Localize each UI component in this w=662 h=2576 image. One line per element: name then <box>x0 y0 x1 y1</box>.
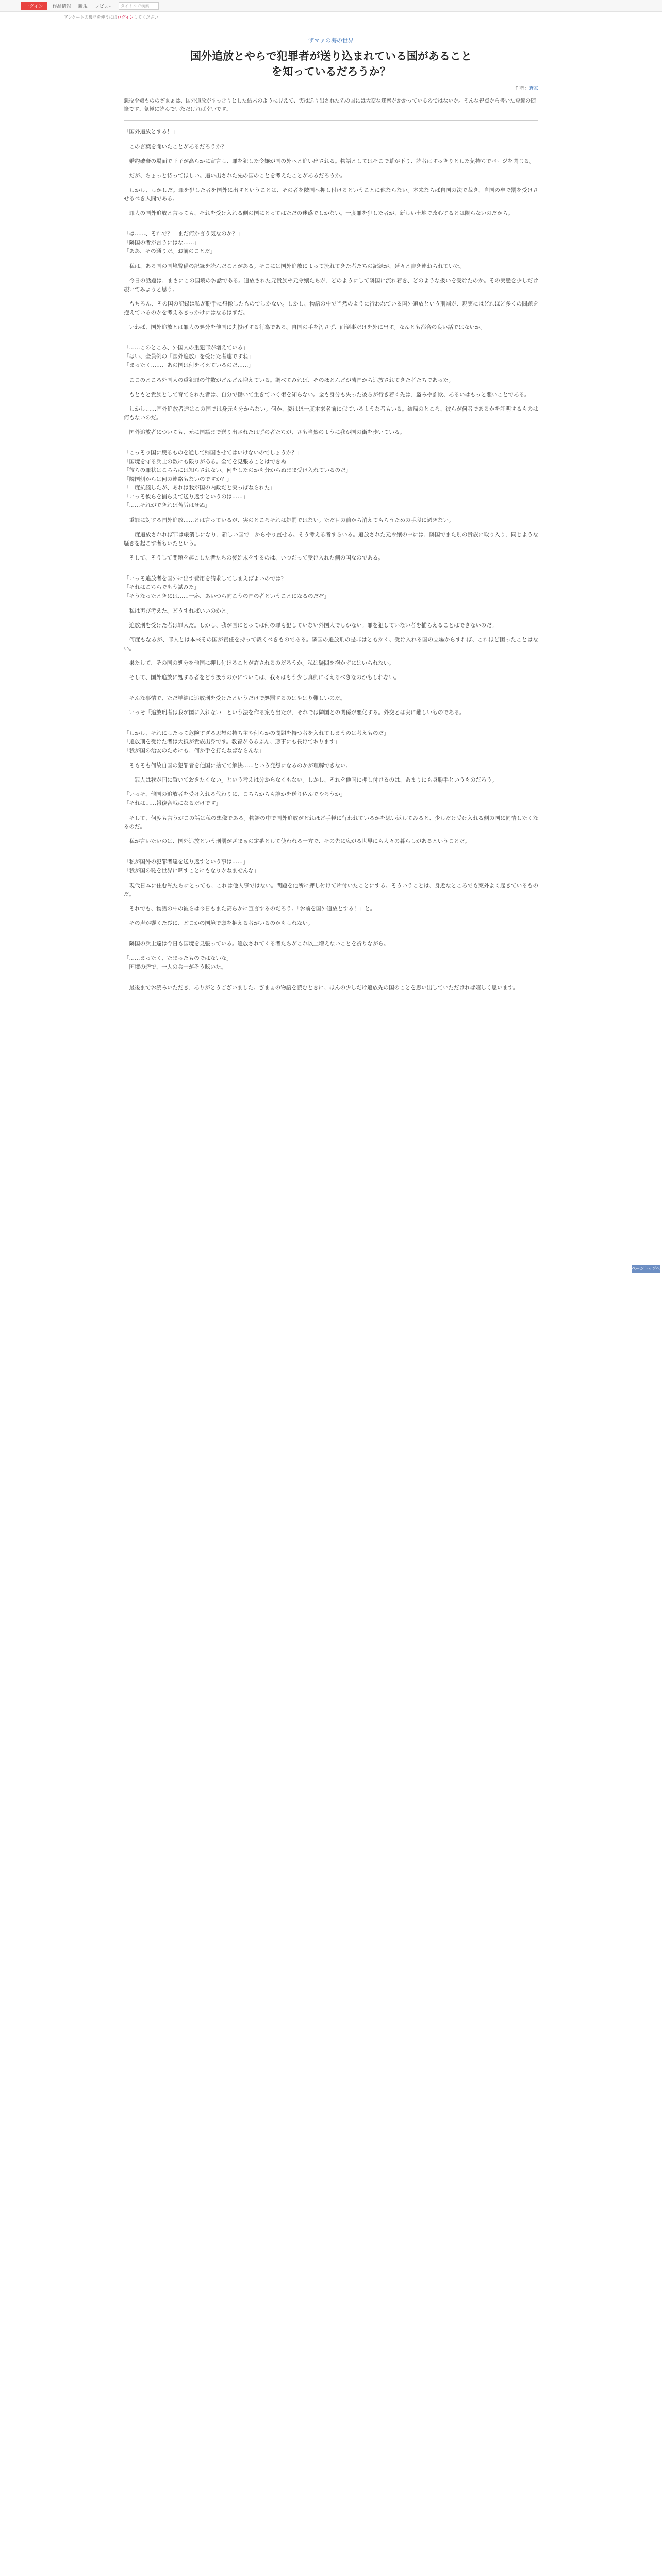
dialogue-line: 「しかし、それにしたって危険すぎる思想の持ち主や何らかの問題を持つ者を入れてしまうのは考えものだ」 <box>124 730 389 736</box>
paragraph: もちろん、その国の記録は私が勝手に想像したものでしかない。しかし、物語の中で当然のように行われている国外追放という刑罰が、現実にはどれほど多くの問題を抱えているのかを考えるきっかけにはなるはずだ。 <box>124 301 538 316</box>
notice-text-pre: アンケートの機能を使うには <box>64 15 118 20</box>
dialogue-line: 「国境を守る兵士の数にも限りがある。全てを見張ることはできぬ」 <box>124 459 292 465</box>
top-bar <box>0 0 662 12</box>
dialogue-line: 「いっそ、他国の追放者を受け入れる代わりに、こちらからも誰かを送り込んでやろうか」 <box>124 791 346 798</box>
paragraph: 隣国の兵士達は今日も国境を見張っている。追放されてくる者たちがこれ以上増えないことを祈りながら。 <box>129 941 389 947</box>
paragraph-gap <box>124 934 538 940</box>
dialogue-line: 「私が国外の犯罪者達を送り返すという事は……」 <box>124 859 249 865</box>
paragraph: 罪人の国外追放と言っても、それを受け入れる側の国にとってはただの迷惑でしかない。一度罪を犯した者が、新しい土地で改心するとは限らないのだから。 <box>129 210 514 216</box>
paragraph: 何度もなるが、罪人とは本来その国が責任を持って裁くべきものである。隣国の追放刑の是非はともかく、受け入れる国の立場からすれば、これほど困ったことはない。 <box>124 637 538 652</box>
dialogue-line: 「……まったく、たまったものではないな」 <box>124 955 232 961</box>
paragraph: 国境の砦で、一人の兵士がそう呟いた。 <box>129 964 227 970</box>
paragraph: 重罪に対する国外追放……とは言っているが、実のところそれは処罰ではない。ただ目の前から消えてもらうための手段に過ぎない。 <box>129 517 454 523</box>
paragraph-gap <box>124 852 538 858</box>
dialogue-line: 「追放刑を受けた者は大抵が貴族出身です。教養があるぶん、悪事にも長けております」 <box>124 739 340 745</box>
paragraph: 一度追放されれば罪は帳消しになり、新しい国で一からやり直せる。そう考える者すらいる。追放された元令嬢の中には、隣国でまた別の貴族に取り入り、同じような騒ぎを起こす者もいたという。 <box>124 532 538 547</box>
dialogue-line: 「我が国の恥を世界に晒すことにもなりかねませんな」 <box>124 868 259 874</box>
article <box>124 36 538 998</box>
dialogue-line: 「こっそり国に戻るものを通して帰国させてはいけないのでしょうか？」 <box>124 450 303 456</box>
paragraph: それでも、物語の中の彼らは今日もまた高らかに宣言するのだろう。「お前を国外追放とする！」と。 <box>129 906 376 912</box>
login-notice <box>64 14 158 20</box>
dialogue-line: 「……このところ、外国人の重犯罪が増えている」 <box>124 345 249 351</box>
paragraph-gap <box>124 337 538 344</box>
paragraph: 今日の話題は、まさにこの国境のお話である。追放された元貴族や元令嬢たちが、どのようにして隣国に流れ着き、どのような扱いを受けたのか。その実態を少しだけ覗いてみようと思う。 <box>124 278 538 293</box>
paragraph: しかし、しかしだ。罪を犯した者を国外に出すということは、その者を隣国へ押し付けるということに他ならない。本来ならば自国の法で裁き、自国の牢で罰を受けさせるべき人間である。 <box>124 187 538 202</box>
paragraph: その声が響くたびに、どこかの国境で頭を抱える者がいるのかもしれない。 <box>129 920 313 926</box>
dialogue-line: 「それはこちらでもう試みた」 <box>124 584 200 590</box>
author-label: 作者： <box>515 86 529 91</box>
dialogue-line: 「まったく……、あの国は何を考えているのだ……」 <box>124 362 254 368</box>
article-summary: 悪役令嬢もののざまぁは、国外追放がすっきりとした結末のように見えて、実は送り出された先の国には大変な迷惑がかかっているのではないか。そんな視点から書いた短編の随筆です。気軽に読んでいただければ幸いです。 <box>124 98 536 112</box>
nav-link-reviews[interactable]: レビュー <box>94 4 113 9</box>
search-input[interactable]: タイトルで検索 <box>119 2 159 10</box>
paragraph-gap <box>124 370 538 376</box>
dialogue-line: 「そうなったときには……一応、あいつら向こうの国の者ということになるのだぞ」 <box>124 593 329 599</box>
dialogue-line: 「いっそ彼らを捕らえて送り返すというのは……」 <box>124 494 249 500</box>
paragraph-gap <box>124 977 538 984</box>
title-line-1: 国外追放とやらで犯罪者が送り込まれている国があること <box>190 50 472 62</box>
paragraph: 国外追放者についても、元に国籍まで送り出されたはずの者たちが、さも当然のように我が国の街を歩いている。 <box>129 429 405 435</box>
notice-text-post: してください <box>134 15 159 20</box>
paragraph-gap <box>124 601 538 607</box>
paragraph-gap <box>124 568 538 574</box>
paragraph: そして、国外追放に処する者をどう扱うのかについては、我々はもう少し真剣に考えるべきなのかもしれない。 <box>129 674 400 681</box>
paragraph-gap <box>124 137 538 143</box>
dialogue-line: 「我が国の治安のためにも、何か手を打たねばならんな」 <box>124 748 264 754</box>
login-button[interactable]: ログイン <box>21 2 47 10</box>
dialogue-line: 「……それができれば苦労はせぬ」 <box>124 502 210 509</box>
paragraph: 私は、ある国の国境警備の記録を読んだことがある。そこには国外追放によって流れてきた者たちの記録が、延々と書き連ねられていた。 <box>129 263 465 269</box>
paragraph: 私は再び考えた。どうすればいいのかと。 <box>129 608 232 614</box>
paragraph: もともと貴族として育てられた者は、自分で働いて生きていく術を知らない。金も身分も失った彼らが行き着く先は、盗みや詐欺、あるいはもっと悪いことである。 <box>129 392 530 398</box>
notice-login-link[interactable]: ログイン <box>117 15 134 20</box>
paragraph: そもそも何故自国の犯罪者を他国に捨てて解決……という発想になるのかが理解できない。 <box>129 762 351 769</box>
paragraph: この言葉を聞いたことがあるだろうか？ <box>129 144 227 150</box>
dialogue-line: 「いっそ追放者を国外に出す費用を請求してしまえばよいのでは？」 <box>124 575 292 582</box>
paragraph: 追放刑を受けた者は罪人だ。しかし、我が国にとっては何の罪も犯していない外国人でしかない。罪を犯していない者を捕らえることはできないのだ。 <box>129 622 498 629</box>
paragraph: 最後までお読みいただき、ありがとうございました。ざまぁの物語を読むときに、ほんの少しだけ追放先の国のことを思い出していただければ嬉しく思います。 <box>129 985 519 991</box>
paragraph: しかし……国外追放者達はこの国では身元も分からない。何か、姿はほ一度本来名前に似ているような者もいる。結局のところ、彼らが何者であるかを証明するものは何もないのだ。 <box>124 406 538 421</box>
dialogue-line: 「国外追放とする！」 <box>124 129 178 135</box>
dialogue-line: 「はい、全員例の『国外追放』を受けた者達ですね」 <box>124 353 254 360</box>
paragraph-gap <box>124 224 538 230</box>
dialogue-line: 「それは……報復合戦になるだけです」 <box>124 800 221 806</box>
author-link[interactable]: 蒼玄 <box>528 86 538 91</box>
nav-link-works[interactable]: 作品情報 <box>52 4 71 9</box>
paragraph: いっそ「追放刑者は我が国に入れない」という法を作る案も出たが、それでは隣国との関係が悪化する。外交とは実に難しいものである。 <box>129 709 465 716</box>
divider <box>124 120 538 121</box>
dialogue-line: 「ああ、その通りだ。お前のことだ」 <box>124 248 216 255</box>
paragraph-gap <box>124 688 538 694</box>
paragraph-gap <box>124 875 538 882</box>
dialogue-line: 「は……、それで？ まだ何か言う気なのか？」 <box>124 231 243 237</box>
dialogue-line: 「隣国側からは何の連絡もないのですか？」 <box>124 476 232 482</box>
paragraph: そして、何度も言うがこの話は私の想像である。物語の中で国外追放がどれほど手軽に行われているかを思い返してみると、少しだけ受け入れる側の国に同情したくなるのだ。 <box>124 815 538 830</box>
dialogue-line: 「彼らの罪状はこちらには知らされない。何をしたのかも分からぬまま受け入れているのだ」 <box>124 467 351 473</box>
paragraph: 婚約破棄の場面で王子が高らかに宣言し、罪を犯した令嬢が国の外へと追い出される。物語としてはそこで幕が下り、読者はすっきりとした気持ちでページを閉じる。 <box>129 158 535 164</box>
top-nav <box>21 2 159 10</box>
article-body <box>124 128 538 992</box>
paragraph-gap <box>124 755 538 761</box>
paragraph-gap <box>124 510 538 516</box>
paragraph: 私が言いたいのは、国外追放という刑罰がざまぁの定番として使われる一方で、その先に広がる世界にも人々の暮らしがあるということだ。 <box>129 838 470 844</box>
title-line-2: を知っているだろうか？ <box>271 65 391 78</box>
dialogue-line: 「一度抗議したが、あれは我が国の内政だと突っぱねられた」 <box>124 485 275 491</box>
paragraph-gap <box>124 808 538 814</box>
dialogue-line: 「隣国の者が言うにはな……」 <box>124 240 200 246</box>
nav-link-new[interactable]: 新規 <box>78 4 88 9</box>
paragraph: だが、ちょっと待ってほしい。追い出された先の国のことを考えたことがあるだろうか。 <box>129 173 346 179</box>
paragraph: 果たして、その国の処分を他国に押し付けることが許されるのだろうか。私は疑問を抱かずにはいられない。 <box>129 660 394 666</box>
paragraph-gap <box>124 723 538 729</box>
series-link[interactable]: ザマァの海の世界 <box>308 37 354 44</box>
paragraph: そんな事情で、ただ単純に追放刑を受けたというだけで処罰するのはやはり難しいのだ。 <box>129 695 346 701</box>
paragraph: 「罪人は我が国に置いておきたくない」という考えは分からなくもない。しかし、それを他国に押し付けるのは、あまりにも身勝手というものだろう。 <box>129 777 498 783</box>
paragraph-gap <box>124 256 538 262</box>
paragraph: ここのところ外国人の重犯罪の件数がどんどん増えている。調べてみれば、そのほとんどが隣国から追放されてきた者たちであった。 <box>129 377 454 383</box>
article-title <box>124 48 538 79</box>
paragraph-gap <box>124 443 538 449</box>
page-top-button[interactable]: ページトップへ <box>632 1265 660 1273</box>
paragraph: そして、そうして問題を起こした者たちの後始末をするのは、いつだって受け入れた側の国なのである。 <box>129 555 384 561</box>
paragraph: いわば、国外追放とは罪人の処分を他国に丸投げする行為である。自国の手を汚さず、面倒事だけを外に出す。なんとも都合の良い話ではないか。 <box>129 324 486 330</box>
paragraph: 現代日本に住む私たちにとっても、これは他人事ではない。問題を他所に押し付けて片付いたことにする。そういうことは、身近なところでも案外よく起きているものだ。 <box>124 883 538 897</box>
author-meta <box>124 84 538 91</box>
